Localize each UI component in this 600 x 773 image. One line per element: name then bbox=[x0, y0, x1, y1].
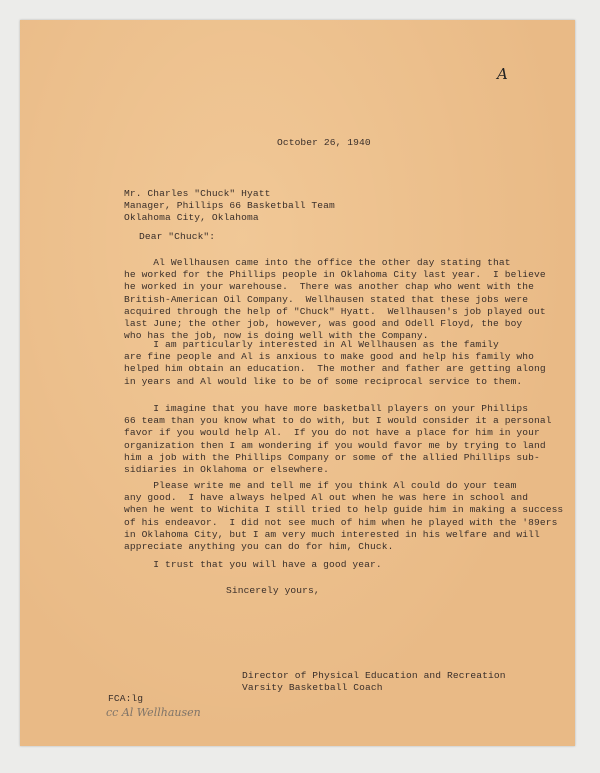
paragraph-line: him a job with the Phillips Company or some of the allied Phillips sub- bbox=[124, 451, 540, 463]
paragraph-line: in Oklahoma City, but I am very much interested in his welfare and will bbox=[124, 528, 540, 540]
paragraph-line: acquired through the help of "Chuck" Hyatt. Wellhausen's job played out bbox=[124, 305, 546, 317]
paragraph-line: I am particularly interested in Al Wellhausen as the family bbox=[124, 339, 499, 350]
signature-title-line: Director of Physical Education and Recreation bbox=[242, 670, 506, 681]
paragraph-line: British-American Oil Company. Wellhausen stated that these jobs were bbox=[124, 293, 529, 305]
signature-title-line: Varsity Basketball Coach bbox=[242, 682, 383, 694]
paragraph-2 bbox=[124, 339, 546, 388]
paragraph-line: of his endeavor. I did not see much of him when he played with the '89ers bbox=[124, 516, 558, 528]
paragraph-line: last June; the other job, however, was good and Odell Floyd, the boy bbox=[124, 318, 523, 330]
paragraph-line: Al Wellhausen came into the office the other day stating that bbox=[124, 257, 511, 268]
paragraph-line: any good. I have always helped Al out when he was here in school and bbox=[124, 492, 529, 504]
paragraph-line: appreciate anything you can do for him, Chuck. bbox=[124, 541, 394, 553]
paragraph-line: I imagine that you have more basketball players on your Phillips bbox=[124, 403, 529, 414]
paragraph-line: sidiaries in Oklahoma or elsewhere. bbox=[124, 464, 330, 476]
corner-mark: A bbox=[497, 65, 508, 83]
cc-handwritten-note: cc Al Wellhausen bbox=[106, 706, 201, 719]
paragraph-line: favor if you would help Al. If you do not have a place for him in your bbox=[124, 427, 540, 439]
paragraph-5 bbox=[124, 559, 382, 571]
paragraph-line: who has the job, now is doing well with the Company. bbox=[124, 330, 429, 342]
paragraph-3 bbox=[124, 403, 552, 476]
paragraph-line: when he went to Wichita I still tried to help guide him in making a success bbox=[124, 504, 564, 516]
recipient-city: Oklahoma City, Oklahoma bbox=[124, 212, 259, 224]
letter-page bbox=[20, 20, 575, 746]
paragraph-1 bbox=[124, 257, 546, 342]
paragraph-line: I trust that you will have a good year. bbox=[124, 559, 382, 570]
paragraph-line: 66 team than you know what to do with, but I would consider it a personal bbox=[124, 415, 552, 427]
paragraph-line: Please write me and tell me if you think Al could do your team bbox=[124, 480, 517, 491]
paragraph-4 bbox=[124, 480, 563, 553]
paragraph-line: he worked for the Phillips people in Oklahoma City last year. I believe bbox=[124, 269, 546, 281]
signature-title bbox=[242, 670, 506, 694]
paragraph-line: in years and Al would like to be of some reciprocal service to them. bbox=[124, 375, 523, 387]
closing: Sincerely yours, bbox=[226, 585, 320, 596]
reference-initials: FCA:lg bbox=[108, 693, 144, 704]
recipient-title: Manager, Phillips 66 Basketball Team bbox=[124, 200, 335, 212]
salutation: Dear "Chuck": bbox=[139, 231, 216, 242]
paragraph-line: are fine people and Al is anxious to make good and help his family who bbox=[124, 351, 535, 363]
paragraph-line: he worked in your warehouse. There was another chap who went with the bbox=[124, 281, 535, 293]
letter-date: October 26, 1940 bbox=[277, 137, 371, 148]
paragraph-line: helped him obtain an education. The mother and father are getting along bbox=[124, 363, 546, 375]
paragraph-line: organization then I am wondering if you would favor me by trying to land bbox=[124, 439, 546, 451]
recipient-name: Mr. Charles "Chuck" Hyatt bbox=[124, 188, 271, 199]
recipient-address bbox=[124, 188, 335, 225]
